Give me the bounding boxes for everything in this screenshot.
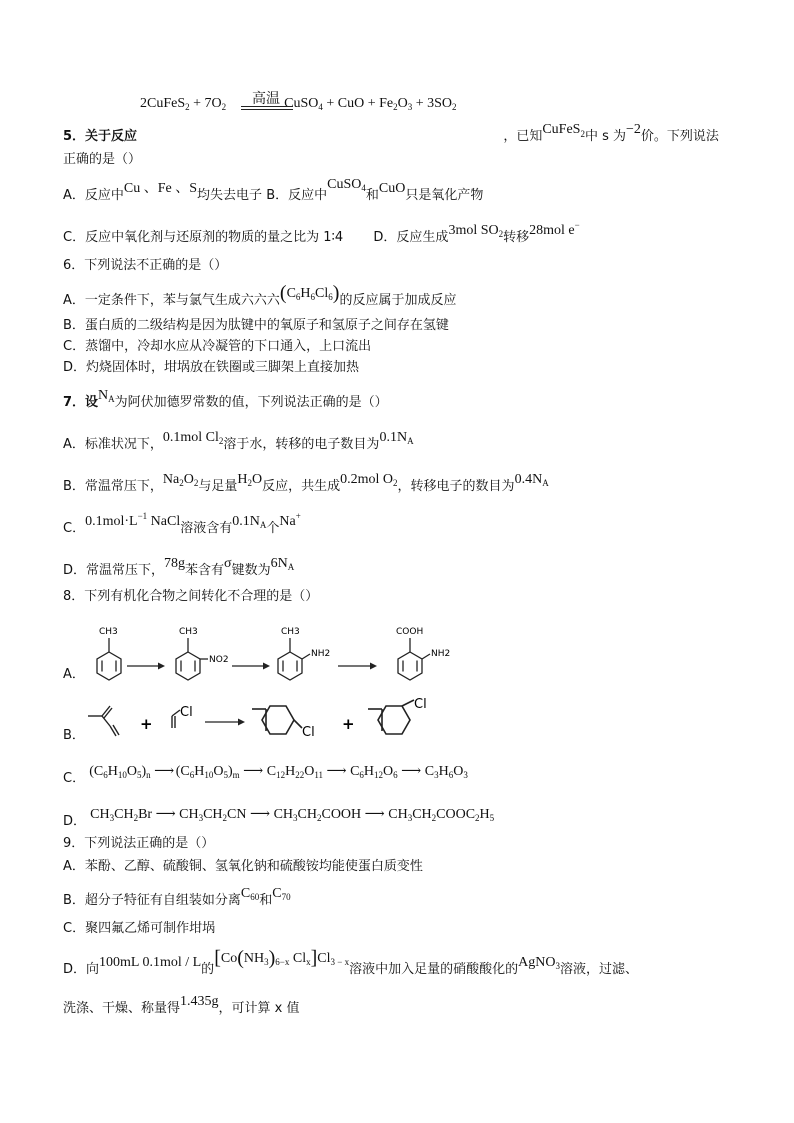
q6-option-d: D．灼烧固体时，坩埚放在铁圈或三脚架上直接加热 (63, 360, 360, 375)
q8-option-c: C． $(C_6H_{10}O_5)_n$ ⟶ $(C_6H_{10}O_5)_m$ ⟶ $C_{12}H_{22}O_{11}$ ⟶ $C_6H_{12}O_6$ ⟶ $C_3H_6O_3$ (63, 764, 468, 786)
equals-sign-bottom (241, 109, 293, 110)
cl-label-3: Cl (414, 697, 427, 712)
q9-stem: 9．下列说法正确的是（） (63, 836, 215, 851)
q6-option-b: B．蛋白质的二级结构是因为肽键中的氧原子和氢原子之间存在氢键 (63, 318, 449, 333)
q5-option-a-b: A．反应中Cu 、Fe 、S均失去电子 B．反应中CuSO$_4$和CuO只是氧化产物 (63, 177, 484, 203)
isoprene-structure (88, 706, 119, 736)
q9-option-d: D．向100mL 0.1mol / L的[$Co(NH_3)_{6-x}$ $Cl_x]Cl_{3 - x}$溶液中加入足量的硝酸酸化的AgNO$_3$溶液，过滤、 (63, 947, 638, 977)
plus-sign-2: + (342, 715, 355, 733)
q5-equation: 2CuFeS$_2$ + $7O_2$ CuSO$_4$ + CuO + $Fe_2O_3 + 3SO_2$ (140, 96, 457, 112)
q7-stem: 7．设$N_A$为阿伏加德罗常数的值，下列说法正确的是（） (63, 388, 388, 410)
product-2-structure (368, 700, 414, 734)
equals-sign-top (241, 106, 293, 107)
cooh-label: COOH (396, 627, 424, 637)
toluene-structure (97, 638, 121, 680)
toluidine-structure (278, 638, 310, 680)
q8-option-b-label: B． (63, 728, 85, 743)
q7-option-a: A．标准状况下，0.1mol $Cl_2$溶于水，转移的电子数目为$0.1N_A$ (63, 430, 414, 452)
vinyl-chloride-structure (172, 710, 180, 728)
nh2-label-1: NH2 (311, 649, 331, 659)
no2-label: NO2 (209, 655, 229, 665)
q8-option-a-label: A． (63, 667, 85, 682)
q8-c-chain: $(C_6H_{10}O_5)_n$ ⟶ $(C_6H_{10}O_5)_m$ ⟶ $C_{12}H_{22}O_{11}$ ⟶ $C_6H_{12}O_6$ ⟶ $C_3H_6O_3$ (89, 764, 468, 780)
q7-option-d: D．常温常压下，78g苯含有σ键数为$6N_A$ (63, 556, 295, 578)
nh2-label-2: NH2 (431, 649, 451, 659)
q7-option-c: C．$0.1mol\cdot L^{-1}$ NaCl溶液含有$0.1N_A$个Na+ (63, 511, 301, 536)
ch3-label-3: CH3 (281, 627, 300, 637)
ch3-label-1: CH3 (99, 627, 118, 637)
q6-option-a: A．一定条件下，苯与氯气生成六六六$(C_6H_6Cl_6)$的反应属于加成反应 (63, 282, 457, 308)
q6-stem: 6．下列说法不正确的是（） (63, 258, 228, 273)
anthranilic-acid-structure (398, 638, 430, 680)
q8-option-d: D． $CH_3CH_2Br$ ⟶ $CH_3CH_2CN$ ⟶ $CH_3CH_2COOH$ ⟶ $CH_3CH_2COOC_2H_5$ (63, 807, 495, 829)
q7-option-b: B．常温常压下，$Na_2O_2$与足量$H_2O$反应，共生成0.2mol $O_2$，转移电子的数目为$0.4N_A$ (63, 472, 549, 494)
cl-label-1: Cl (180, 705, 193, 720)
q5-stem: 5．关于反应 ，已知CuFeS$_2$中 s 为−2价。下列说法 (63, 122, 719, 144)
cl-label-2: Cl (302, 725, 315, 740)
q8-option-a-scheme (80, 612, 480, 692)
product-1-structure (252, 706, 302, 734)
q8-d-chain: $CH_3CH_2Br$ ⟶ $CH_3CH_2CN$ ⟶ $CH_3CH_2COOH$ ⟶ $CH_3CH_2COOC_2H_5$ (90, 807, 495, 823)
q5-stem-line2: 正确的是（） (63, 152, 142, 167)
q5-option-c-d: C．反应中氧化剂与还原剂的物质的量之比为 1∶4 D．反应生成3mol $SO_2$转移28mol e− (63, 220, 580, 245)
nitrotoluene-structure (176, 638, 208, 680)
q9-option-c: C．聚四氟乙烯可制作坩埚 (63, 921, 216, 936)
ch3-label-2: CH3 (179, 627, 198, 637)
q6-option-c: C．蒸馏中，冷却水应从冷凝管的下口通入，上口流出 (63, 339, 372, 354)
q9-option-d-line2: 洗涤、干燥、称量得1.435g，可计算 x 值 (63, 994, 300, 1016)
q8-option-b-scheme (80, 696, 460, 746)
reaction-condition-label: 高温 (252, 91, 280, 107)
q8-stem: 8．下列有机化合物之间转化不合理的是（） (63, 589, 319, 604)
q9-option-b: B．超分子特征有自组装如分离$C_{60}$和$C_{70}$ (63, 886, 291, 908)
q9-option-a: A．苯酚、乙醇、硫酸铜、氢氧化钠和硫酸铵均能使蛋白质变性 (63, 859, 423, 874)
plus-sign-1: + (140, 715, 153, 733)
